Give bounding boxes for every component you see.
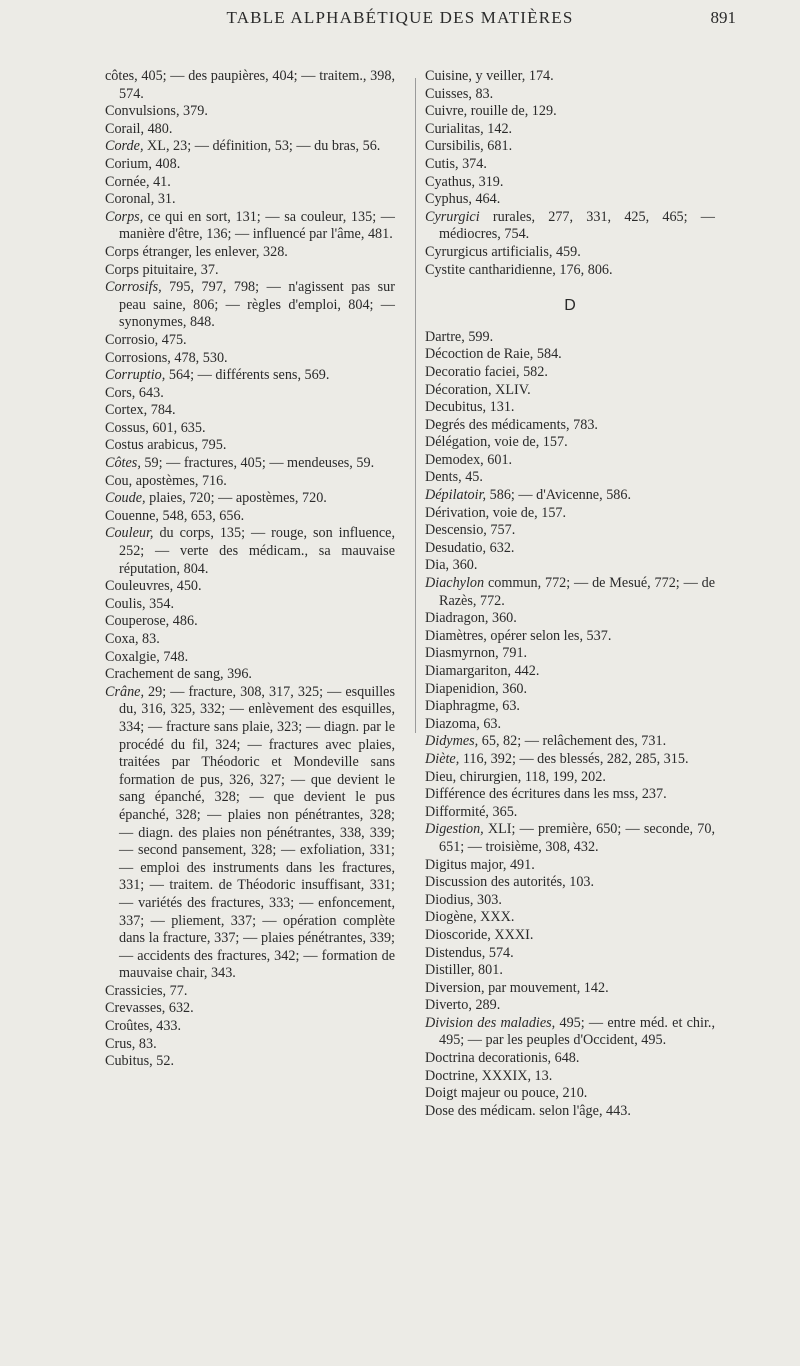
index-entry — [105, 525, 395, 578]
index-references: XLIV. — [491, 381, 531, 398]
index-references: commun, 772; — de Mesué, 772; — de Razès, 772. — [439, 575, 715, 609]
index-term: Distendus, — [425, 944, 486, 961]
index-term: Corrosifs, — [105, 279, 162, 296]
index-references: 784. — [147, 402, 176, 419]
index-term: Corps, — [105, 208, 144, 225]
index-term: Dérivation, — [425, 504, 490, 521]
index-entry — [425, 399, 715, 417]
index-references: y veiller, 174. — [471, 68, 554, 84]
index-entry — [425, 628, 715, 646]
index-references: 63. — [498, 698, 520, 715]
index-references: des écritures dans les mss, 237. — [485, 786, 667, 803]
index-references: 480. — [144, 120, 173, 137]
index-term: Dia, — [425, 557, 450, 574]
index-term: Cors, — [105, 384, 136, 401]
index-term: Diversion, — [425, 979, 485, 996]
index-references: 601. — [483, 451, 513, 468]
index-term: Curialitas, — [425, 120, 484, 137]
index-references: 464. — [471, 191, 501, 208]
index-term: Crevasses, — [105, 1000, 166, 1017]
index-term: Diète, — [425, 750, 460, 767]
index-term: Didymes, — [425, 733, 479, 750]
index-term: Cyphus, — [425, 191, 472, 208]
index-term: Diverto, — [425, 997, 472, 1014]
index-entry — [105, 279, 395, 332]
index-term: Coude, — [105, 490, 146, 507]
index-term: Cou, — [105, 472, 133, 489]
index-entry — [425, 191, 715, 209]
index-term: Coulis, — [105, 595, 146, 612]
index-term: Digitus — [425, 856, 467, 873]
index-entry — [425, 86, 715, 104]
index-entry — [105, 156, 395, 174]
page-number: 891 — [710, 8, 736, 27]
index-references: 83. — [471, 85, 494, 102]
index-references: 450. — [173, 578, 202, 595]
index-references: arabicus, 795. — [143, 437, 227, 454]
index-references: XXX. — [476, 909, 515, 926]
index-references: 408. — [151, 155, 181, 172]
index-entry — [425, 1015, 715, 1050]
index-entry — [425, 329, 715, 347]
index-term: Diaphragme, — [425, 698, 499, 715]
index-references: majeur ou pouce, 210. — [457, 1085, 588, 1102]
index-term: Demodex, — [425, 451, 484, 468]
index-references: XL, 23; — définition, 53; — du bras, 56. — [143, 138, 381, 155]
index-references: 574. — [485, 944, 514, 961]
index-references: des autorités, 103. — [487, 874, 595, 891]
index-references: des médicaments, 783. — [465, 416, 598, 433]
index-term: Côtes, — [105, 455, 141, 472]
index-entry — [425, 716, 715, 734]
index-term: Délégation, — [425, 434, 491, 451]
index-term: Diazoma, — [425, 715, 480, 732]
index-entry — [105, 613, 395, 631]
index-entry — [105, 596, 395, 614]
index-references: 586; — d'Avicenne, 586. — [486, 487, 632, 504]
index-entry — [425, 417, 715, 435]
index-term: Coxalgie, — [105, 648, 160, 665]
index-entry — [425, 346, 715, 364]
index-term: Cuivre, — [425, 103, 468, 120]
index-term: Doctrina — [425, 1050, 475, 1067]
index-entry — [105, 578, 395, 596]
index-entry — [105, 666, 395, 684]
index-references: pituitaire, 37. — [138, 261, 219, 278]
index-term: Crus, — [105, 1035, 136, 1052]
index-entry — [425, 209, 715, 244]
index-entry — [105, 473, 395, 491]
index-entry — [105, 385, 395, 403]
index-references: voie de, 157. — [490, 434, 568, 451]
index-references: 360. — [498, 680, 528, 697]
index-entry — [425, 121, 715, 139]
index-references: étranger, les enlever, 328. — [138, 243, 288, 260]
index-term: Corrosio, — [105, 331, 159, 348]
index-term: Diasmyrnon, — [425, 645, 499, 662]
index-term: Cutis, — [425, 155, 459, 172]
index-entry — [425, 382, 715, 400]
index-entry — [425, 1050, 715, 1068]
index-term: Cyrurgici — [425, 208, 480, 225]
section-letter: D — [564, 297, 576, 315]
index-references: plaies, 720; — apostèmes, 720. — [145, 490, 327, 507]
index-references: XXXIX, 13. — [478, 1067, 553, 1084]
entries-d — [425, 329, 715, 1121]
index-term: Corruptio, — [105, 367, 166, 384]
index-term: Discussion — [425, 874, 488, 891]
index-references: 131. — [486, 399, 515, 416]
index-term: Coxa, — [105, 631, 139, 647]
index-references: côtes, 405; — des paupières, 404; — traitem., 398, 574. — [105, 68, 395, 102]
index-entry — [105, 350, 395, 368]
index-term: Cubitus, — [105, 1053, 153, 1070]
index-term: Crâne, — [105, 683, 145, 700]
index-entry — [425, 927, 715, 945]
index-entry — [425, 945, 715, 963]
index-references: major, 491. — [466, 856, 535, 873]
index-term: Crachement — [105, 666, 174, 683]
index-entry — [425, 733, 715, 751]
index-term: Couleur, — [105, 525, 154, 542]
index-entry — [425, 540, 715, 558]
index-term: Dents, — [425, 469, 462, 486]
index-references: voie de, 157. — [489, 504, 567, 521]
index-entry — [425, 997, 715, 1015]
index-entry — [425, 469, 715, 487]
index-term: Costus — [105, 437, 144, 454]
index-entry — [425, 821, 715, 856]
index-references: 289. — [471, 997, 501, 1014]
index-entry — [425, 892, 715, 910]
index-term: Cornée, — [105, 173, 150, 190]
index-entry — [105, 332, 395, 350]
index-term: Croûtes, — [105, 1018, 153, 1035]
index-entry — [425, 610, 715, 628]
index-term: Decubitus, — [425, 399, 487, 416]
index-term: Dioscoride, — [425, 926, 491, 943]
index-term: Cursibilis, — [425, 138, 484, 155]
index-references: 59; — fractures, 405; — mendeuses, 59. — [140, 455, 375, 472]
index-references: 142. — [483, 120, 513, 137]
index-term: Diodius, — [425, 891, 474, 908]
index-entry — [425, 244, 715, 262]
index-references: de sang, 396. — [173, 666, 252, 683]
index-references: 379. — [179, 103, 208, 120]
index-term: Corium, — [105, 155, 152, 172]
index-references: 319. — [475, 173, 504, 190]
index-entry — [425, 522, 715, 540]
index-entry — [105, 437, 395, 455]
index-references: 360. — [449, 557, 478, 574]
index-term: Dartre, — [425, 328, 465, 345]
index-term: Division des maladies, — [425, 1014, 556, 1031]
index-entry — [105, 508, 395, 526]
index-references: 791. — [498, 645, 528, 662]
index-term: Digestion, — [425, 821, 484, 838]
index-term: Différence — [425, 786, 486, 803]
index-entry — [105, 103, 395, 121]
index-entry — [425, 804, 715, 822]
index-term: Dépilatoir, — [425, 487, 487, 504]
index-entry — [105, 121, 395, 139]
index-term: Cystite — [425, 261, 466, 278]
index-references: 475. — [158, 331, 187, 348]
index-term: Couleuvres, — [105, 578, 174, 595]
index-term: Doctrine, — [425, 1067, 479, 1084]
index-references: 795, 797, 798; — n'agissent pas sur peau saine, 806; — règles d'emploi, 804; — synonymes, 848. — [119, 279, 395, 331]
index-entry — [425, 1068, 715, 1086]
index-entry — [425, 103, 715, 121]
index-term: Corps — [105, 261, 139, 278]
index-references: 681. — [483, 138, 513, 155]
index-term: Distiller, — [425, 962, 475, 979]
index-entry — [425, 1103, 715, 1121]
index-entry — [105, 455, 395, 473]
index-entry — [105, 1053, 395, 1071]
index-entry — [105, 1036, 395, 1054]
index-entry — [425, 557, 715, 575]
index-entry — [425, 909, 715, 927]
index-references: chirurgien, 118, 199, 202. — [456, 768, 606, 785]
index-term: Convulsions, — [105, 103, 180, 120]
index-term: Crassicies, — [105, 982, 167, 999]
index-references: 478, 530. — [170, 349, 228, 366]
index-references: 643. — [135, 384, 164, 401]
index-references: apostèmes, 716. — [132, 472, 227, 489]
index-references: 599. — [464, 328, 494, 345]
index-references: 632. — [486, 539, 515, 556]
index-references: 31. — [154, 191, 176, 208]
index-entry — [105, 68, 395, 103]
index-term: Cuisine, — [425, 68, 472, 84]
index-term: Corrosions, — [105, 349, 171, 366]
index-term: Dose — [425, 1102, 455, 1119]
index-references: 116, 392; — des blessés, 282, 285, 315. — [459, 750, 689, 767]
index-entry — [105, 1018, 395, 1036]
index-entry — [425, 262, 715, 280]
index-term: Corps — [105, 243, 139, 260]
index-entry — [425, 68, 715, 86]
index-references: 354. — [145, 595, 174, 612]
index-references: 548, 653, 656. — [158, 507, 245, 524]
index-references: faciei, 582. — [480, 363, 548, 380]
index-term: Difformité, — [425, 803, 489, 820]
index-term: Dieu, — [425, 768, 457, 785]
index-entry — [105, 631, 395, 649]
index-references: decorationis, 648. — [474, 1050, 580, 1067]
index-term: Diachylon — [425, 575, 485, 592]
index-references: 63. — [479, 715, 502, 732]
index-references: 77. — [166, 982, 188, 999]
index-entry — [105, 684, 395, 983]
index-term: Couperose, — [105, 613, 170, 630]
index-term: Corail, — [105, 120, 145, 137]
index-references: 601, 635. — [148, 419, 206, 436]
index-references: 564; — différents sens, 569. — [165, 367, 330, 384]
left-column — [105, 68, 395, 1071]
index-entry — [425, 364, 715, 382]
index-references: XXXI. — [490, 926, 534, 943]
right-column — [425, 68, 715, 1120]
index-term: Desudatio, — [425, 539, 487, 556]
index-entry — [105, 138, 395, 156]
index-references: 45. — [461, 469, 483, 486]
index-term: Diogène, — [425, 909, 477, 926]
index-references: 83. — [135, 1035, 157, 1052]
index-entry — [105, 649, 395, 667]
index-term: Cyrurgicus — [425, 243, 488, 260]
index-entry — [425, 786, 715, 804]
entries-c — [425, 68, 715, 279]
index-entry — [105, 174, 395, 192]
index-references: 303. — [473, 891, 502, 908]
index-term: Descensio, — [425, 522, 487, 539]
index-term: Diapenidion, — [425, 680, 499, 697]
index-references: 65, 82; — relâchement des, 731. — [478, 733, 667, 750]
index-references: ce qui en sort, 131; — sa couleur, 135; — manière d'être, 136; — influencé par l'âme, 481. — [119, 208, 395, 243]
index-entry — [425, 681, 715, 699]
index-references: 486. — [169, 613, 198, 630]
index-term: Cuisses, — [425, 85, 472, 102]
index-entry — [425, 769, 715, 787]
index-references: du corps, 135; — rouge, son influence, 252; — verte des médicam., sa mauvaise réputation, 804. — [119, 525, 395, 577]
index-term: Décoction — [425, 346, 484, 363]
index-references: 360. — [488, 610, 517, 627]
index-references: 29; — fracture, 308, 317, 325; — esquilles du, 316, 325, 332; — enlèvement des esquilles, 334; — fracture sans plaie, 323; — diagn. par le procédé du fil, 324; — fractures avec plaies, traitées par Théodoric et Mondeville sans formation de pus, 326, 327; — que devient le sang épanché, 328; — que devient le pus épanché, 328; — plaies non pénétrantes, 328; — diagn. des plaies non pénétrantes, 338, 339; — second pansement, 328; — exfoliation, 331; — emploi des instruments dans les fractures, 331; — traitem. de Théodoric insuffisant, 331; — variétés des fractures, 333; — enfoncement, 337; — pliement, 337; — opération complète dans la fracture, 337; — plaies pénétrantes, 339; — accidents des fractures, 342; — formation de mauvaise chair, 343. — [119, 683, 395, 982]
index-references: 757. — [486, 522, 516, 539]
index-term: Couenne, — [105, 507, 159, 524]
index-references: XLI; — première, 650; — seconde, 70, 651; — troisième, 308, 432. — [439, 821, 715, 855]
index-references: 52. — [152, 1053, 174, 1070]
index-entry — [425, 434, 715, 452]
index-references: 41. — [149, 173, 171, 190]
index-term: Cossus, — [105, 419, 149, 436]
index-references: artificialis, 459. — [487, 243, 581, 260]
index-term: Coronal, — [105, 191, 155, 208]
index-references: rouille de, 129. — [467, 103, 557, 120]
index-entry — [105, 262, 395, 280]
index-entry — [105, 244, 395, 262]
index-entry — [425, 857, 715, 875]
index-entry — [425, 156, 715, 174]
index-references: cantharidienne, 176, 806. — [465, 261, 613, 278]
index-term: Cortex, — [105, 402, 148, 419]
index-entry — [105, 490, 395, 508]
index-entry — [105, 209, 395, 244]
index-entry — [425, 980, 715, 998]
index-term: Décoration, — [425, 381, 492, 398]
index-references: 365. — [488, 803, 518, 820]
index-references: opérer selon les, 537. — [486, 627, 612, 644]
index-entry — [425, 751, 715, 769]
index-entry — [425, 452, 715, 470]
index-term: Cyathus, — [425, 173, 476, 190]
index-term: Diamètres, — [425, 627, 487, 644]
index-entry — [425, 645, 715, 663]
index-entry — [425, 663, 715, 681]
index-entry — [425, 874, 715, 892]
index-references: de Raie, 584. — [483, 346, 562, 363]
index-references: 433. — [152, 1018, 182, 1035]
index-entry — [105, 1000, 395, 1018]
index-entry — [425, 698, 715, 716]
index-references: des médicam. selon l'âge, 443. — [454, 1102, 631, 1119]
index-entry — [105, 983, 395, 1001]
index-entry — [425, 174, 715, 192]
index-entry — [425, 487, 715, 505]
index-entry — [105, 367, 395, 385]
column-divider — [415, 78, 416, 733]
index-entry — [425, 575, 715, 610]
index-references: 801. — [474, 962, 503, 979]
index-entry — [425, 962, 715, 980]
index-term: Doigt — [425, 1085, 458, 1102]
index-references: rurales, 277, 331, 425, 465; — médiocres, 754. — [439, 208, 715, 243]
index-term: Corde, — [105, 138, 144, 155]
index-references: par mouvement, 142. — [484, 979, 609, 996]
index-entry — [425, 138, 715, 156]
index-references: 442. — [511, 663, 540, 679]
index-entry — [425, 505, 715, 523]
index-references: 495; — entre méd. et chir., 495; — par les peuples d'Occident, 495. — [439, 1014, 715, 1049]
index-references: 374. — [458, 155, 487, 172]
index-entry — [105, 402, 395, 420]
index-entry — [105, 420, 395, 438]
index-term: Diamargariton, — [425, 663, 512, 679]
index-references: 632. — [165, 1000, 194, 1017]
running-title: TABLE ALPHABÉTIQUE DES MATIÈRES — [226, 8, 574, 27]
index-entry — [105, 191, 395, 209]
index-term: Degrés — [425, 416, 466, 433]
index-term: Decoratio — [425, 363, 481, 380]
index-entry — [425, 1085, 715, 1103]
index-references: 83. — [138, 631, 160, 647]
index-references: 748. — [159, 648, 189, 665]
page-header — [0, 0, 800, 40]
index-term: Diadragon, — [425, 610, 489, 627]
